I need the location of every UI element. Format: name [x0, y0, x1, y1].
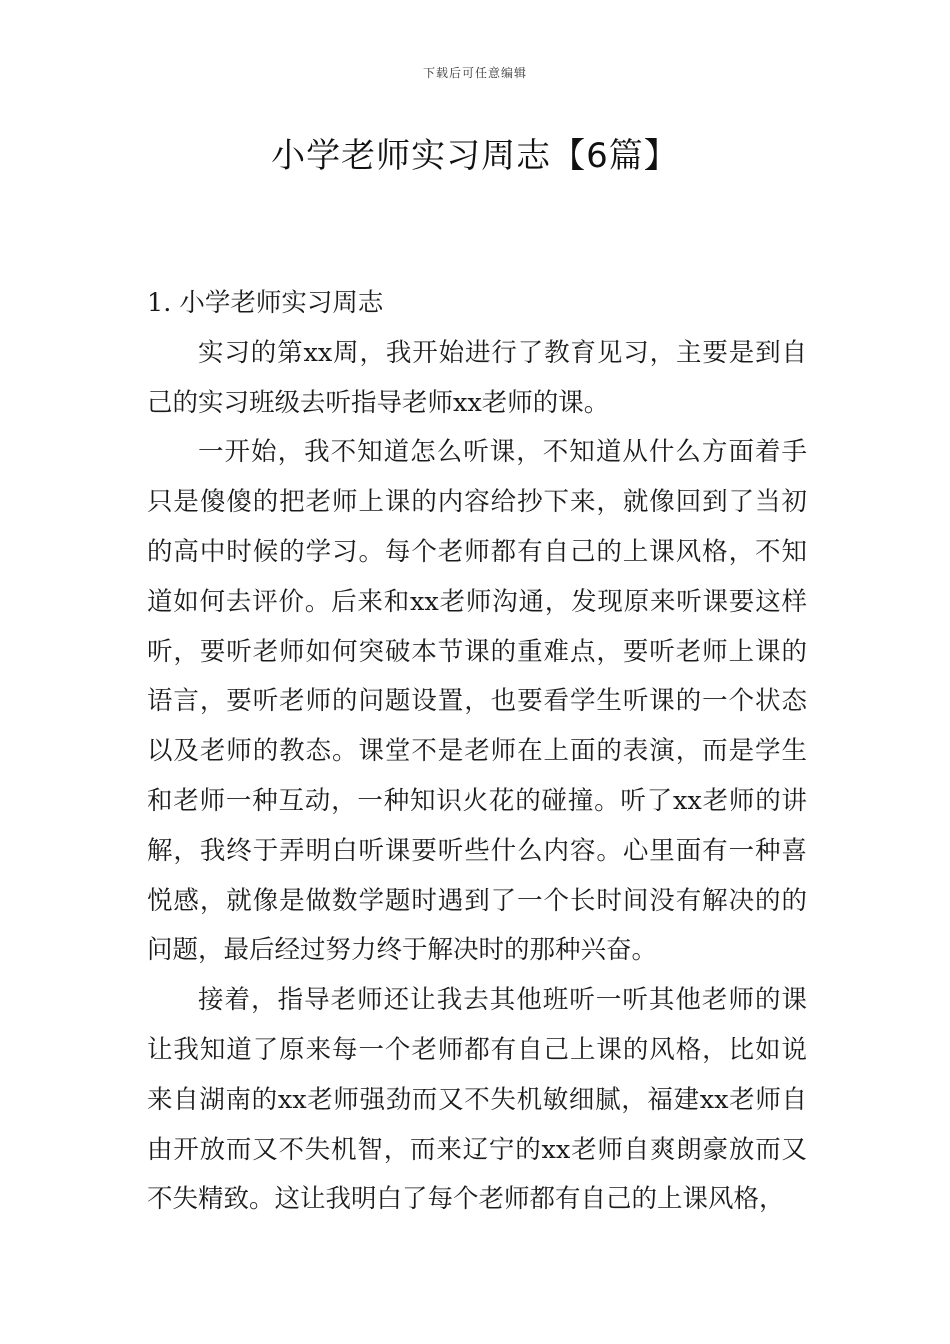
document-body — [147, 279, 807, 1225]
section-heading: 1. 小学老师实习周志 — [147, 288, 384, 318]
header-note: 下载后可任意编辑 — [422, 66, 527, 80]
document-title: 小学老师实习周志【6篇】 — [271, 136, 679, 176]
paragraph: 接着，指导老师还让我去其他班听一听其他老师的课让我知道了原来每一个老师都有自己上课的风格，比如说来自湖南的xx老师强劲而又不失机敏细腻，福建xx老师自由开放而又不失机智，而来辽宁的xx老师自爽朗豪放而又不失精致。这让我明白了每个老师都有自己的上课风格， — [147, 985, 807, 1215]
paragraph: 一开始，我不知道怎么听课，不知道从什么方面着手只是傻傻的把老师上课的内容给抄下来，就像回到了当初的高中时候的学习。每个老师都有自己的上课风格，不知道如何去评价。后来和xx老师沟通，发现原来听课要这样听，要听老师如何突破本节课的重难点，要听老师上课的语言，要听老师的问题设置，也要看学生听课的一个状态以及老师的教态。课堂不是老师在上面的表演，而是学生和老师一种互动，一种知识火花的碰撞。听了xx老师的讲解，我终于弄明白听课要听些什么内容。心里面有一种喜悦感，就像是做数学题时遇到了一个长时间没有解决的的问题，最后经过努力终于解决时的那种兴奋。 — [147, 437, 807, 966]
paragraph: 实习的第xx周，我开始进行了教育见习，主要是到自己的实习班级去听指导老师xx老师的课。 — [147, 337, 807, 418]
